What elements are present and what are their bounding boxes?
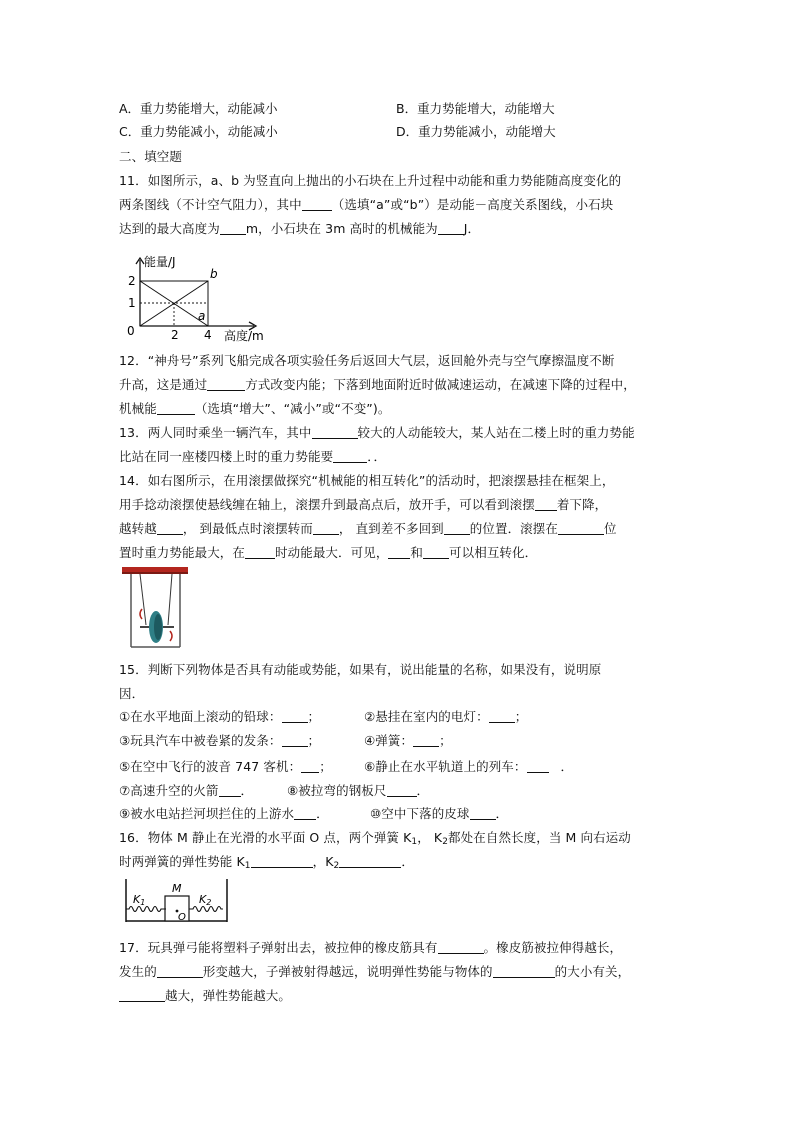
spring-k2-label: K2 bbox=[199, 893, 212, 907]
answer-blank[interactable] bbox=[558, 522, 604, 535]
option-c: C．重力势能减小，动能减小 bbox=[119, 124, 278, 139]
q15-row2b: ④弹簧： ； bbox=[364, 733, 452, 748]
answer-blank[interactable] bbox=[245, 546, 275, 559]
q12-line2: 升高，这是通过 方式改变内能；下落到地面附近时做减速运动，在减速下降的过程中， bbox=[119, 377, 636, 392]
answer-blank[interactable] bbox=[282, 710, 308, 723]
answer-blank[interactable] bbox=[294, 807, 316, 820]
answer-blank[interactable] bbox=[388, 546, 410, 559]
option-b: B．重力势能增大，动能增大 bbox=[396, 101, 555, 116]
q17-line1: 17．玩具弹弓能将塑料子弹射出去，被拉伸的橡皮筋具有 。橡皮筋被拉伸得越长， bbox=[119, 940, 623, 955]
answer-blank[interactable] bbox=[333, 450, 367, 463]
q16-line2: 时两弹簧的弹性势能 $K_1$ ，$K_2$ ． bbox=[119, 854, 414, 871]
answer-blank[interactable] bbox=[438, 222, 464, 235]
x-tick-4: 4 bbox=[204, 328, 212, 342]
q12-line3: 机械能 （选填“增大”、“减小”或“不变”)。 bbox=[119, 401, 391, 416]
q16-line1: 16．物体 M 静止在光滑的水平面 O 点，两个弹簧 $K_1$， $K_2$都处在自然长度，当 M 向右运动 bbox=[119, 830, 631, 847]
y-tick-2: 2 bbox=[128, 274, 136, 288]
answer-blank[interactable] bbox=[489, 710, 515, 723]
answer-blank[interactable] bbox=[423, 546, 449, 559]
q13-line2: 比站在同一座楼四楼上时的重力势能要 ．． bbox=[119, 449, 387, 464]
q17-line2: 发生的 形变越大，子弹被射得越远，说明弹性势能与物体的 的大小有关， bbox=[119, 964, 631, 979]
energy-height-graph bbox=[118, 252, 288, 344]
q15-row4: ⑦高速升空的火箭 ． bbox=[119, 783, 254, 798]
q15-row3b: ⑥静止在水平轨道上的列车： ． bbox=[364, 759, 574, 774]
option-d: D．重力势能减小，动能增大 bbox=[396, 124, 556, 139]
q15-line1: 15．判断下列物体是否具有动能或势能，如果有，说出能量的名称，如果没有，说明原 bbox=[119, 662, 602, 677]
answer-blank[interactable] bbox=[302, 198, 332, 211]
q15-row1b: ②悬挂在室内的电灯： ； bbox=[364, 709, 528, 724]
answer-blank[interactable] bbox=[444, 522, 470, 535]
q15-row5: ⑨被水电站拦河坝拦住的上游水 ． bbox=[119, 806, 329, 821]
spring-system-figure bbox=[123, 876, 231, 924]
answer-blank[interactable] bbox=[157, 402, 195, 415]
q11-line1: 11．如图所示，a、b 为竖直向上抛出的小石块在上升过程中动能和重力势能随高度变化的 bbox=[119, 173, 622, 188]
line-a-label: a bbox=[198, 309, 206, 323]
answer-blank[interactable] bbox=[282, 734, 308, 747]
answer-blank[interactable] bbox=[301, 760, 319, 773]
q12-line1: 12．“神舟号”系列飞船完成各项实验任务后返回大气层，返回舱外壳与空气摩擦温度不断 bbox=[119, 353, 615, 368]
answer-blank[interactable] bbox=[157, 965, 203, 978]
q13-line1: 13．两人同时乘坐一辆汽车，其中 较大的人动能较大，某人站在二楼上时的重力势能 bbox=[119, 425, 635, 440]
x-tick-2: 2 bbox=[171, 328, 179, 342]
maxwell-pendulum-figure bbox=[120, 565, 192, 657]
q15-line2: 因． bbox=[119, 686, 145, 701]
answer-blank[interactable] bbox=[527, 760, 549, 773]
q15-row5b: ⑩空中下落的皮球 ． bbox=[370, 806, 509, 821]
y-tick-0: 0 bbox=[127, 324, 135, 338]
q11-line2: 两条图线（不计空气阻力），其中 （选填“a”或“b”）是动能－高度关系图线，小石块 bbox=[119, 197, 614, 212]
answer-blank[interactable] bbox=[387, 784, 417, 797]
answer-blank[interactable] bbox=[413, 734, 439, 747]
answer-blank[interactable] bbox=[339, 855, 401, 868]
answer-blank[interactable] bbox=[219, 784, 241, 797]
y-axis-label: 能量/J bbox=[144, 255, 176, 269]
answer-blank[interactable] bbox=[119, 989, 165, 1002]
q11-line3: 达到的最大高度为 m，小石块在 3m 高时的机械能为 J． bbox=[119, 221, 481, 236]
answer-blank[interactable] bbox=[493, 965, 555, 978]
q15-row1: ①在水平地面上滚动的铅球： ； bbox=[119, 709, 321, 724]
q15-row3: ⑤在空中飞行的波音 747 客机： ； bbox=[119, 759, 332, 774]
answer-blank[interactable] bbox=[157, 522, 183, 535]
answer-blank[interactable] bbox=[438, 941, 484, 954]
y-tick-1: 1 bbox=[128, 296, 136, 310]
q15-row4b: ⑧被拉弯的钢板尺 ． bbox=[287, 783, 430, 798]
answer-blank[interactable] bbox=[535, 498, 557, 511]
answer-blank[interactable] bbox=[470, 807, 496, 820]
answer-blank[interactable] bbox=[313, 522, 339, 535]
line-b-label: b bbox=[210, 267, 218, 281]
option-a: A．重力势能增大，动能减小 bbox=[119, 101, 278, 116]
mass-m-label: M bbox=[172, 882, 182, 895]
answer-blank[interactable] bbox=[207, 378, 245, 391]
q15-row2: ③玩具汽车中被卷紧的发条： ； bbox=[119, 733, 321, 748]
spring-k1-label: K1 bbox=[133, 893, 146, 907]
x-axis-label: 高度/m bbox=[224, 329, 264, 343]
q14-line1: 14．如右图所示，在用滚摆做探究“机械能的相互转化”的活动时，把滚摆悬挂在框架上， bbox=[119, 473, 615, 488]
answer-blank[interactable] bbox=[251, 855, 313, 868]
q14-line4: 置时重力势能最大，在 时动能最大．可见， 和 可以相互转化． bbox=[119, 545, 538, 560]
q14-line3: 越转越 ， 到最低点时滚摆转而 ， 直到差不多回到 的位置．滚摆在 位 bbox=[119, 521, 617, 536]
point-o-label: O bbox=[178, 912, 186, 923]
answer-blank[interactable] bbox=[312, 426, 358, 439]
q17-line3: 越大，弹性势能越大。 bbox=[119, 988, 291, 1004]
section-title: 二、填空题 bbox=[119, 149, 183, 164]
q14-line2: 用手捻动滚摆使悬线缠在轴上，滚摆升到最高点后，放开手，可以看到滚摆 着下降， bbox=[119, 497, 608, 512]
answer-blank[interactable] bbox=[220, 222, 246, 235]
